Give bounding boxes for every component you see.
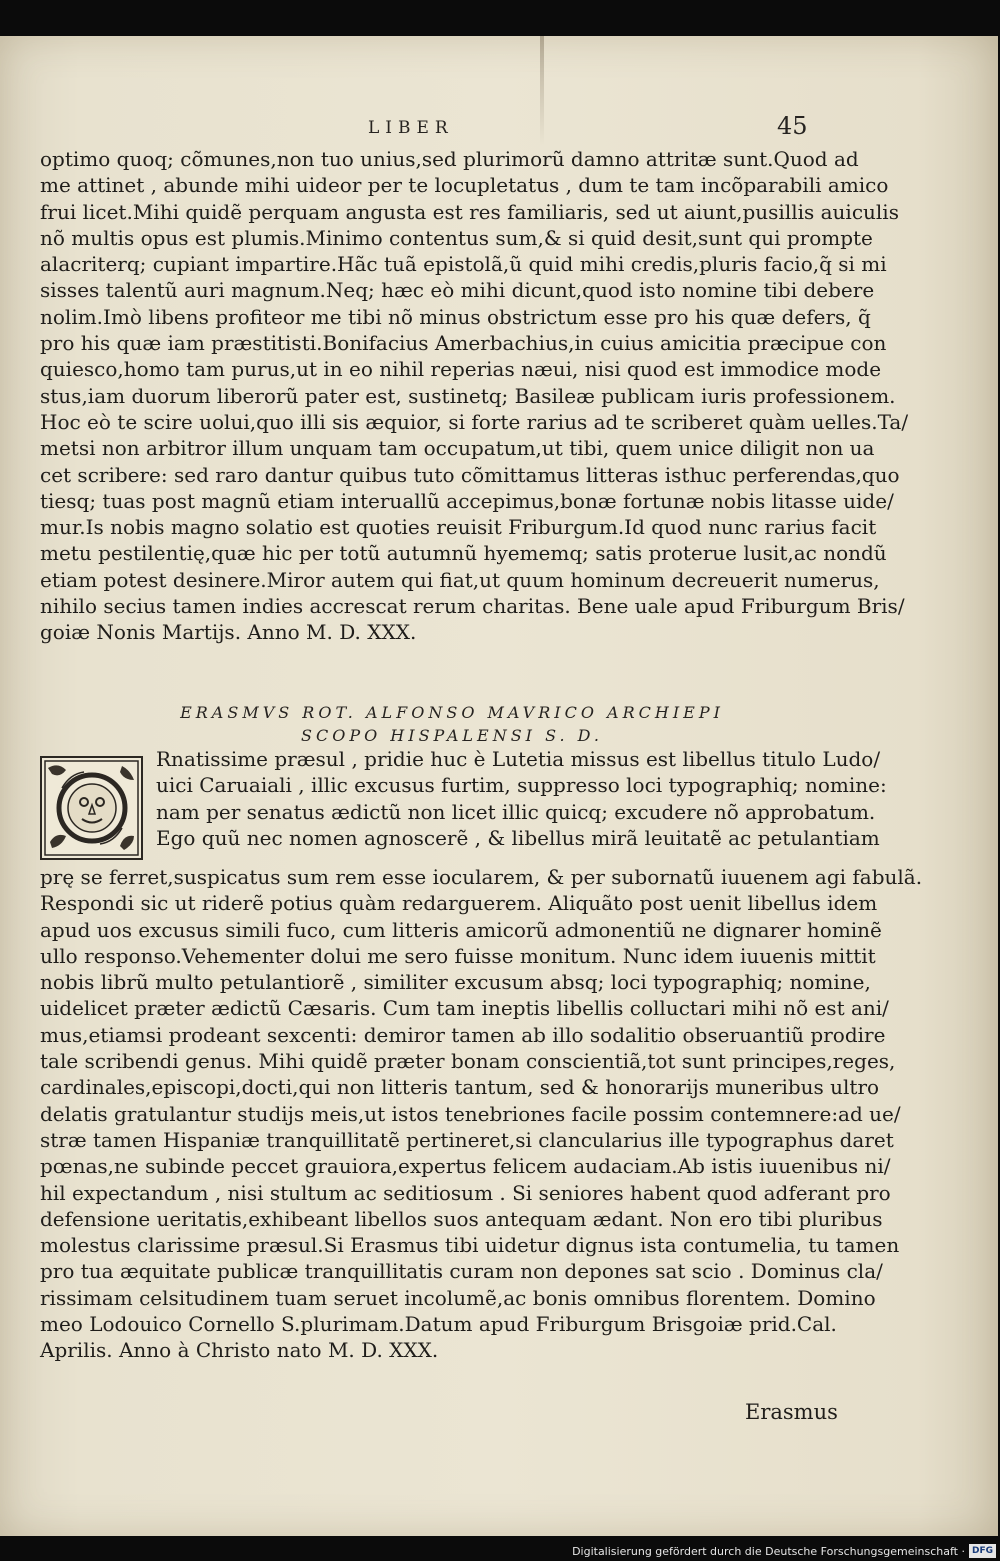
text-line: pœnas,ne subinde peccet grauiora,expertus felicem audaciam.Ab istis iuuenibus ni/ bbox=[40, 1154, 891, 1179]
text-line: meo Lodouico Cornello S.plurimam.Datum apud Friburgum Brisgoiæ prid.Cal. bbox=[40, 1312, 837, 1337]
text-line: cet scribere: sed raro dantur quibus tuto cõmittamus litteras isthuc perferendas,quo bbox=[40, 462, 900, 487]
text-line: Rnatissime præsul , pridie huc è Lutetia missus est libellus titulo Ludo/ bbox=[156, 747, 881, 771]
text-line: metu pestilentię,quæ hic per totũ autumnũ hyememq; satis proterue lusit,ac nondũ bbox=[40, 541, 887, 566]
decorated-initial-icon bbox=[42, 758, 141, 858]
text-line: ullo responso.Vehementer dolui me sero fuisse monitum. Nunc idem iuuenis mittit bbox=[40, 943, 876, 968]
text-line: quiesco,homo tam purus,ut in eo nihil reperias næui, nisi quod est immodice mode bbox=[40, 357, 882, 382]
text-line: uidelicet præter ædictũ Cæsaris. Cum tam ineptis libellis colluctari mihi nõ est ani/ bbox=[40, 996, 889, 1021]
text-line: sisses talentũ auri magnum.Neq; hæc eò mihi dicunt,quod isto nomine tibi debere bbox=[40, 278, 875, 303]
text-line: etiam potest desinere.Miror autem qui fiat,ut quum hominum decreuerit numerus, bbox=[40, 567, 880, 592]
text-line: stræ tamen Hispaniæ tranquillitatẽ pertineret,si clancularius ille typographus daret bbox=[40, 1127, 894, 1152]
letter-2-body bbox=[40, 864, 923, 1364]
text-line: delatis gratulantur studijs meis,ut istos tenebriones facile possim contemnere:ad ue/ bbox=[40, 1101, 901, 1126]
text-line: frui licet.Mihi quidẽ perquam angusta est res familiaris, sed ut aiunt,pusillis auiculis bbox=[40, 199, 899, 224]
catchword: Erasmus bbox=[745, 1400, 838, 1424]
text-line: Ego quũ nec nomen agnoscerẽ , & libellus mirã leuitatẽ ac petulantiam bbox=[156, 825, 880, 850]
text-line: me attinet , abunde mihi uideor per te locupletatus , dum te tam incõparabili amico bbox=[40, 173, 889, 198]
page-number: 45 bbox=[777, 112, 808, 140]
footer-text: Digitalisierung gefördert durch die Deutsche Forschungsgemeinschaft · bbox=[572, 1544, 965, 1558]
text-line: apud uos excusus simili fuco, cum litteris amicorũ admonentiũ ne dignarer hominẽ bbox=[40, 917, 882, 942]
text-line: mus,etiamsi prodeant sexcenti: demiror tamen ab illo sodalitio obseruantiũ prodire bbox=[40, 1022, 886, 1047]
letter-heading-line-2: SCOPO HISPALENSI S. D. bbox=[301, 726, 603, 745]
text-line: nobis librũ multo petulantiorẽ , similiter excusum absq; loci typographiq; nomine, bbox=[40, 970, 871, 995]
text-line: hil expectandum , nisi stultum ac seditiosum . Si seniores habent quod adferant pro bbox=[40, 1180, 891, 1205]
text-line: uici Caruaiali , illic excusus furtim, suppresso loci typographiq; nomine: bbox=[156, 773, 887, 798]
text-line: prę se ferret,suspicatus sum rem esse iocularem, & per subornatũ iuuenem agi fabulã. bbox=[40, 865, 923, 889]
text-line: goiæ Nonis Martijs. Anno M. D. XXX. bbox=[40, 620, 417, 645]
text-line: tale scribendi genus. Mihi quidẽ præter bonam conscientiã,tot sunt principes,reges, bbox=[40, 1049, 896, 1074]
text-line: molestus clarissime præsul.Si Erasmus tibi uidetur dignus ista contumelia, tu tamen bbox=[40, 1233, 900, 1258]
text-line: nõ multis opus est plumis.Minimo contentus sum,& si quid desit,sunt qui prompte bbox=[40, 225, 873, 250]
dfg-logo: DFG bbox=[969, 1544, 996, 1558]
running-head: LIBER bbox=[368, 118, 454, 138]
text-line: pro tua æquitate publicæ tranquillitatis curam non depones sat scio . Dominus cla/ bbox=[40, 1259, 883, 1284]
text-line: optimo quoq; cõmunes,non tuo unius,sed plurimorũ damno attritæ sunt.Quod ad bbox=[40, 147, 859, 171]
page-fold bbox=[540, 36, 544, 146]
digitization-footer bbox=[572, 1543, 996, 1559]
letter-2-opening bbox=[156, 746, 956, 851]
text-line: nihilo secius tamen indies accrescat rerum charitas. Bene uale apud Friburgum Bris/ bbox=[40, 594, 905, 619]
decorated-initial-o bbox=[40, 756, 143, 860]
text-line: tiesq; tuas post magnũ etiam interuallũ accepimus,bonæ fortunæ nobis litasse uide/ bbox=[40, 488, 894, 513]
text-line: defensione ueritatis,exhibeant libellos suos antequam ædant. Non ero tibi pluribus bbox=[40, 1206, 883, 1231]
text-line: stus,iam duorum liberorũ pater est, sustinetq; Basileæ publicam iuris professionem. bbox=[40, 383, 896, 408]
letter-heading-line-1: ERASMVS ROT. ALFONSO MAVRICO ARCHIEPI bbox=[180, 703, 724, 722]
text-line: Hoc eò te scire uolui,quo illi sis æquior, si forte rarius ad te scriberet quàm uelles.Ta/ bbox=[40, 409, 909, 434]
text-line: Aprilis. Anno à Christo nato M. D. XXX. bbox=[40, 1338, 439, 1363]
letter-1-body bbox=[40, 146, 909, 646]
text-line: nam per senatus ædictũ non licet illic quicq; excudere nõ approbatum. bbox=[156, 799, 876, 824]
text-line: rissimam celsitudinem tuam seruet incolumẽ,ac bonis omnibus florentem. Domino bbox=[40, 1285, 876, 1310]
text-line: cardinales,episcopi,docti,qui non litteris tantum, sed & honorarijs muneribus ultro bbox=[40, 1075, 880, 1100]
text-line: nolim.Imò libens profiteor me tibi nõ minus obstrictum esse pro his quæ defers, q̃ bbox=[40, 304, 871, 329]
text-line: Respondi sic ut riderẽ potius quàm redarguerem. Aliquãto post uenit libellus idem bbox=[40, 891, 878, 916]
text-line: metsi non arbitror illum unquam tam occupatum,ut tibi, quem unice diligit non ua bbox=[40, 436, 875, 461]
text-line: alacriterq; cupiant impartire.Hãc tuã epistolã,ũ quid mihi credis,pluris facio,q̃ si mi bbox=[40, 252, 887, 277]
text-line: mur.Is nobis magno solatio est quoties reuisit Friburgum.Id quod nunc rarius facit bbox=[40, 515, 877, 540]
text-line: pro his quæ iam præstitisti.Bonifacius Amerbachius,in cuius amicitia præcipue con bbox=[40, 331, 887, 356]
